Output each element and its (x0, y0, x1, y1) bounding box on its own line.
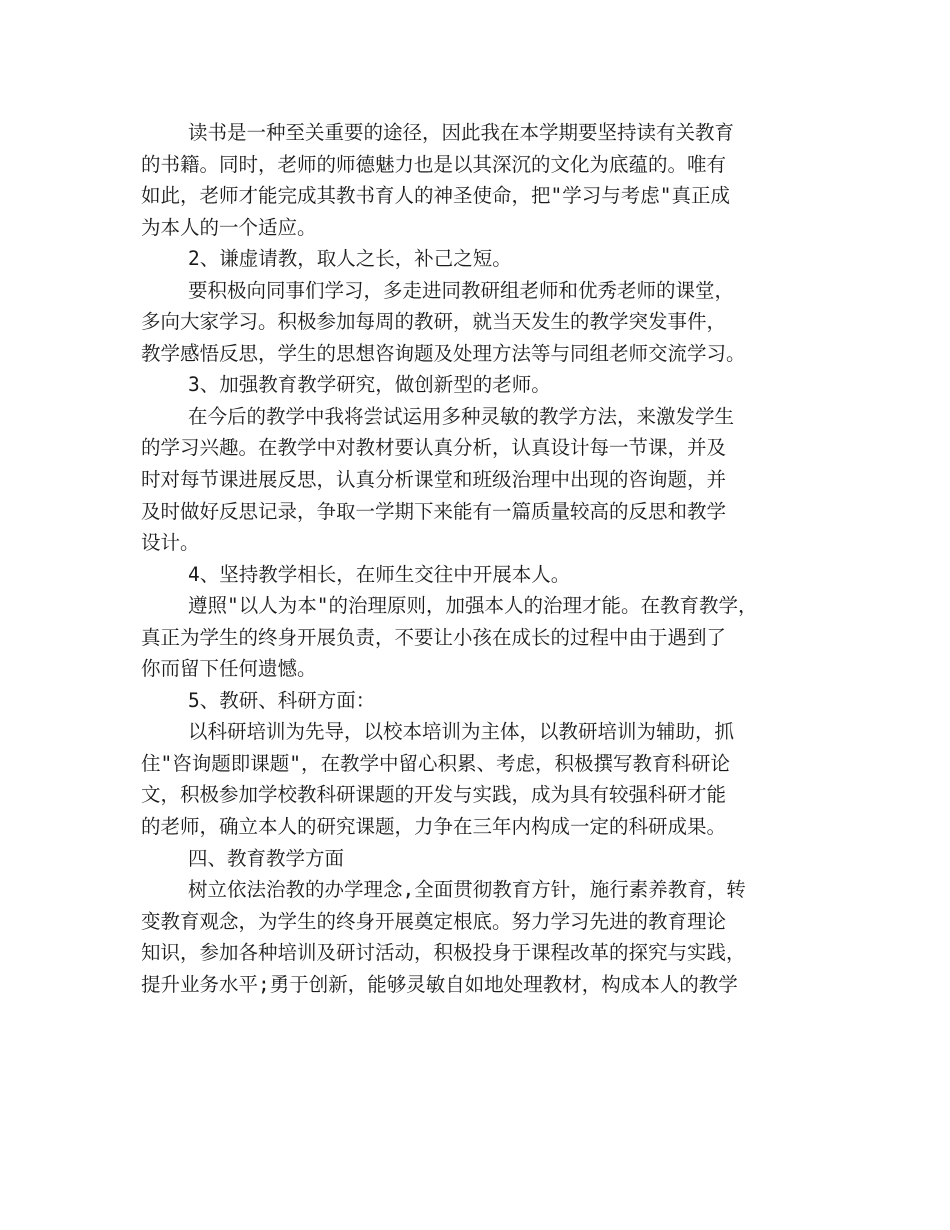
text-line: 的书籍。同时，老师的师德魅力也是以其深沉的文化为底蕴的。唯有 (141, 152, 727, 176)
document-body (141, 117, 816, 1000)
text-line: 你而留下任何遗憾。 (141, 657, 317, 681)
text-line: 读书是一种至关重要的途径，因此我在本学期要坚持读有关教育 (141, 121, 734, 144)
text-line: 设计。 (141, 531, 200, 555)
text-line: 提升业务水平;勇于创新，能够灵敏自如地处理教材，构成本人的教学 (141, 972, 738, 996)
text-line: 树立依法治教的办学理念,全面贯彻教育方针，施行素养教育，转 (141, 878, 746, 902)
text-line: 变教育观念，为学生的终身开展奠定根底。努力学习先进的教育理论 (141, 909, 727, 933)
text-line: 如此，老师才能完成其教书育人的神圣使命，把"学习与考虑"真正成 (141, 184, 730, 208)
text-line: 时对每节课进展反思，认真分析课堂和班级治理中出现的咨询题，并 (141, 468, 727, 492)
text-line: 知识，参加各种培训及研讨活动，积极投身于课程改革的探究与实践， (141, 941, 746, 965)
text-line: 为本人的一个适应。 (141, 215, 317, 239)
section-heading: 2、谦虚请教，取人之长，补己之短。 (141, 247, 512, 271)
text-line: 文，积极参加学校教科研课题的开发与实践，成为具有较强科研才能 (141, 783, 727, 807)
text-line: 住"咨询题即课题"，在教学中留心积累、考虑，积极撰写教育科研论 (141, 751, 730, 775)
text-line: 多向大家学习。积极参加每周的教研，就当天发生的教学突发事件， (141, 310, 727, 334)
section-heading: 4、坚持教学相长，在师生交往中开展本人。 (141, 562, 571, 586)
text-line: 要积极向同事们学习，多走进同教研组老师和优秀老师的课堂， (141, 278, 734, 302)
text-line: 的老师，确立本人的研究课题，力争在三年内构成一定的科研成果。 (141, 815, 727, 839)
section-heading: 5、教研、科研方面： (141, 688, 376, 712)
text-line: 真正为学生的终身开展负责，不要让小孩在成长的过程中由于遇到了 (141, 625, 727, 649)
text-line: 以科研培训为先导，以校本培训为主体，以教研培训为辅助，抓 (141, 720, 734, 744)
text-line: 及时做好反思记录，争取一学期下来能有一篇质量较高的反思和教学 (141, 499, 727, 523)
section-heading: 四、教育教学方面 (141, 846, 344, 870)
section-heading: 3、加强教育教学研究，做创新型的老师。 (141, 373, 551, 397)
text-line: 教学感悟反思，学生的思想咨询题及处理方法等与同组老师交流学习。 (141, 341, 746, 365)
text-line: 遵照"以人为本"的治理原则，加强本人的治理才能。在教育教学， (141, 594, 758, 618)
text-line: 在今后的教学中我将尝试运用多种灵敏的教学方法，来激发学生 (141, 404, 734, 428)
text-line: 的学习兴趣。在教学中对教材要认真分析，认真设计每一节课，并及 (141, 436, 727, 460)
